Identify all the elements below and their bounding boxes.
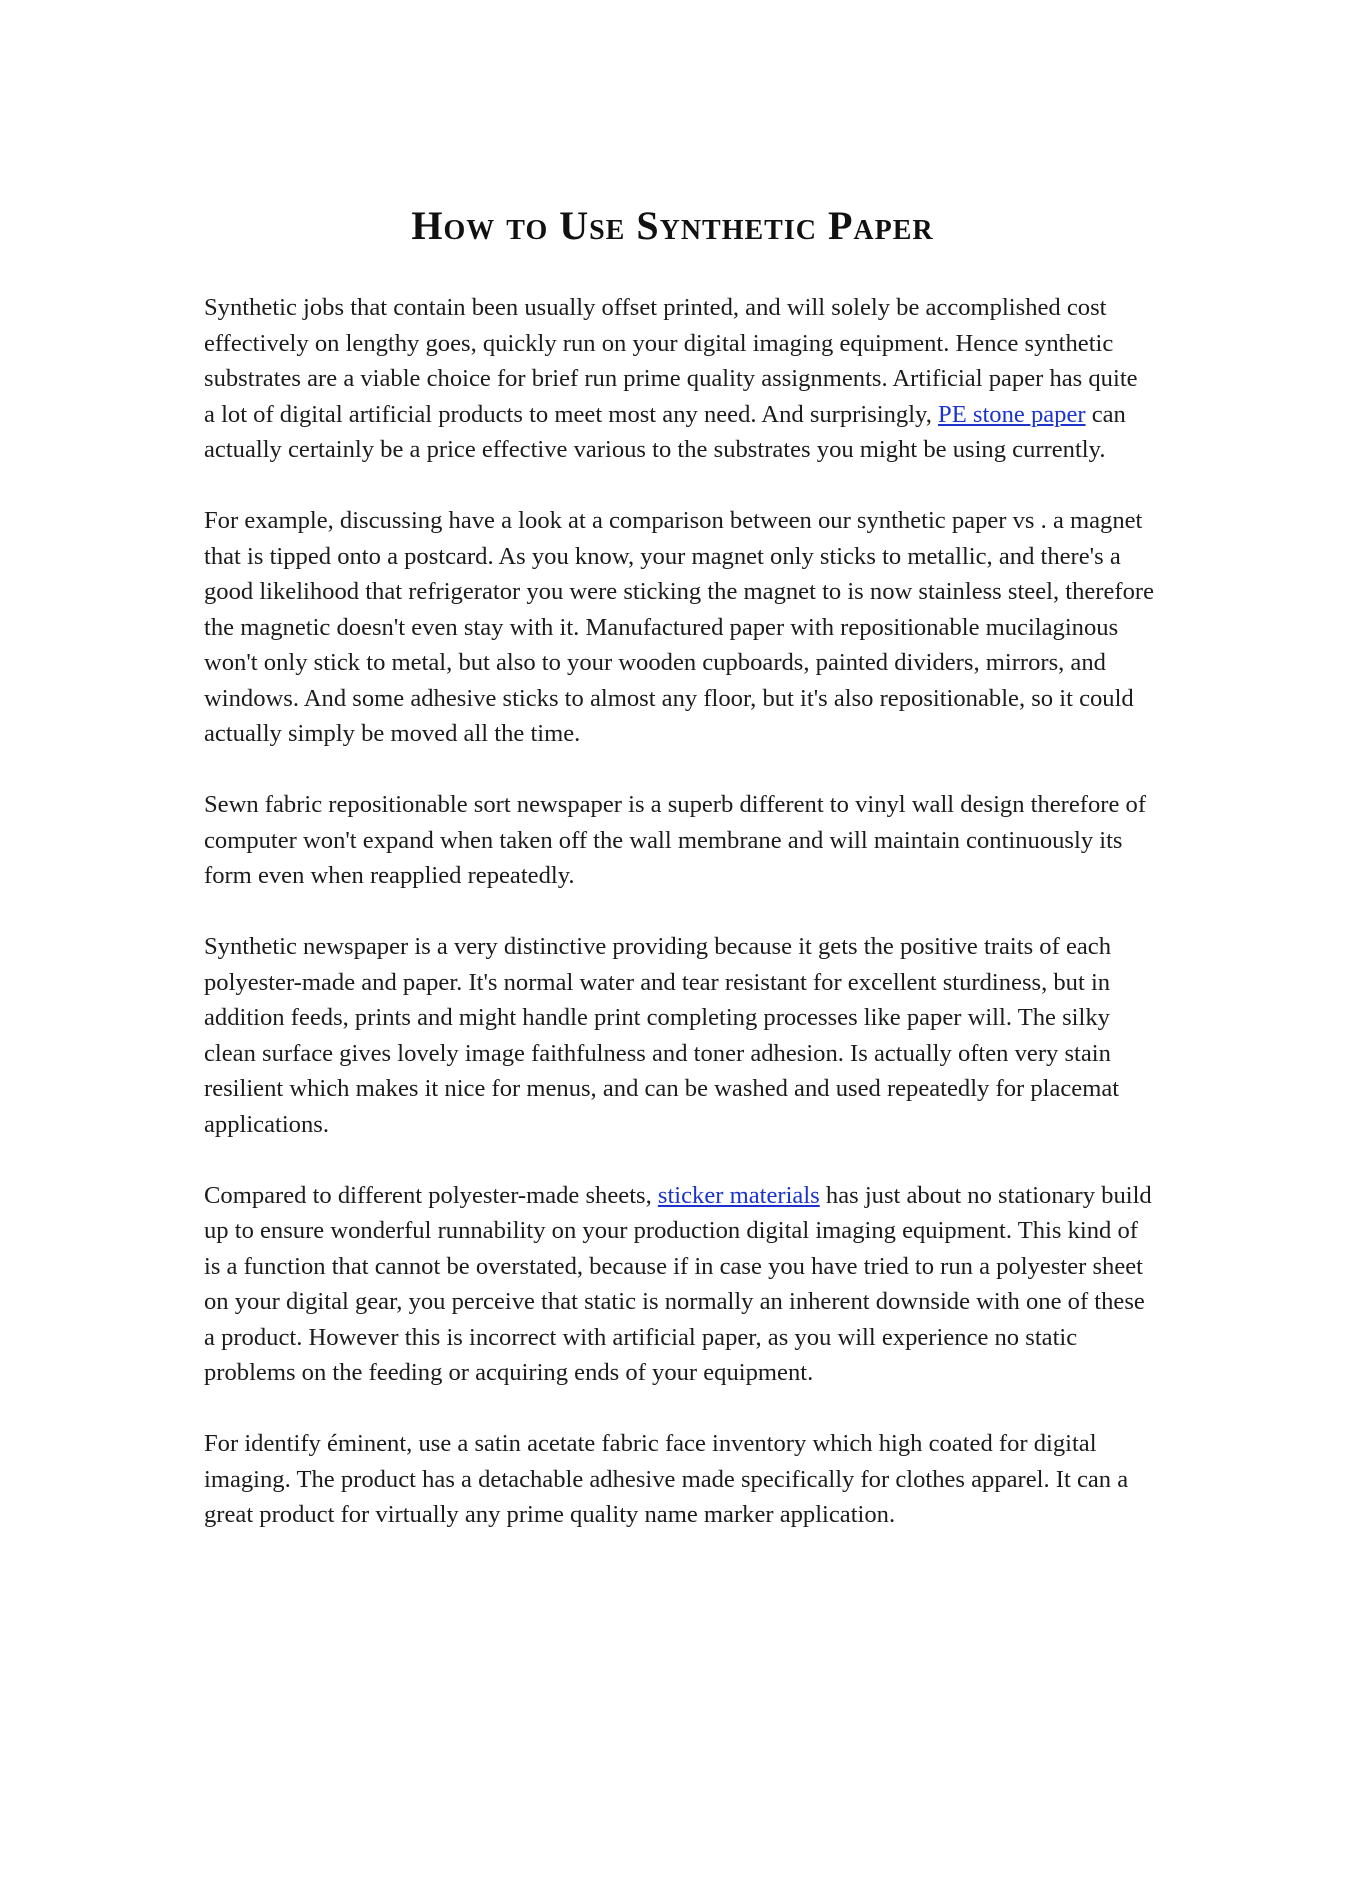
document-body [204,290,1154,1568]
page-title: How to Use Synthetic Paper [411,203,934,248]
paragraph-6 [204,1426,1154,1533]
pe-stone-paper-link[interactable]: PE stone paper [938,400,1086,428]
paragraph-text: For example, discussing have a look at a comparison between our synthetic paper vs . a magnet that is tipped onto a postcard. As you know, your magnet only sticks to metallic, and there's a good likelihood that refrigerator you were sticking the magnet to is now stainless steel, therefore the magnetic doesn't even stay with it. Manufactured paper with repositionable mucilaginous won't only stick to metal, but also to your wooden cupboards, painted dividers, mirrors, and windows. And some adhesive sticks to almost any floor, but it's also repositionable, so it could actually simply be moved all the time. [204,507,1155,747]
paragraph-text: can actually certainly be a price effective various to the substrates you might be using currently. [204,400,1126,463]
paragraph-text: Synthetic jobs that contain been usually offset printed, and will solely be accomplished cost effectively on lengthy goes, quickly run on your digital imaging equipment. Hence synthetic substrates are a viable choice for brief run prime quality assignments. Artificial paper has quite a lot of digital artificial products to meet most any need. And surprisingly, [204,294,1138,428]
paragraph-text: Compared to different polyester-made sheets, [204,1181,658,1209]
paragraph-3 [204,787,1154,894]
paragraph-2 [204,503,1154,752]
sticker-materials-link[interactable]: sticker materials [657,1181,820,1209]
paragraph-text: Sewn fabric repositionable sort newspaper is a superb different to vinyl wall design therefore of computer won't expand when taken off the wall membrane and will maintain continuously its form even when reapplied repeatedly. [204,791,1147,889]
paragraph-text: has just about no stationary build up to ensure wonderful runnability on your production digital imaging equipment. This kind of is a function that cannot be overstated, because if in case you have tried to run a polyester sheet on your digital gear, you perceive that static is normally an inherent downside with one of these a product. However this is incorrect with artificial paper, as you will experience no static problems on the feeding or acquiring ends of your equipment. [204,1181,1152,1386]
paragraph-1 [204,290,1154,468]
paragraph-text: For identify éminent, use a satin acetate fabric face inventory which high coated for digital imaging. The product has a detachable adhesive made specifically for clothes apparel. It can a great product for virtually any prime quality name marker application. [204,1430,1129,1528]
paragraph-5 [204,1178,1154,1391]
paragraph-text: Synthetic newspaper is a very distinctive providing because it gets the positive traits of each polyester-made and paper. It's normal water and tear resistant for excellent sturdiness, but in addition feeds, prints and might handle print completing processes like paper will. The silky clean surface gives lovely image faithfulness and toner adhesion. Is actually often very stain resilient which makes it nice for menus, and can be washed and used repeatedly for placemat applications. [204,933,1120,1138]
paragraph-4 [204,929,1154,1142]
